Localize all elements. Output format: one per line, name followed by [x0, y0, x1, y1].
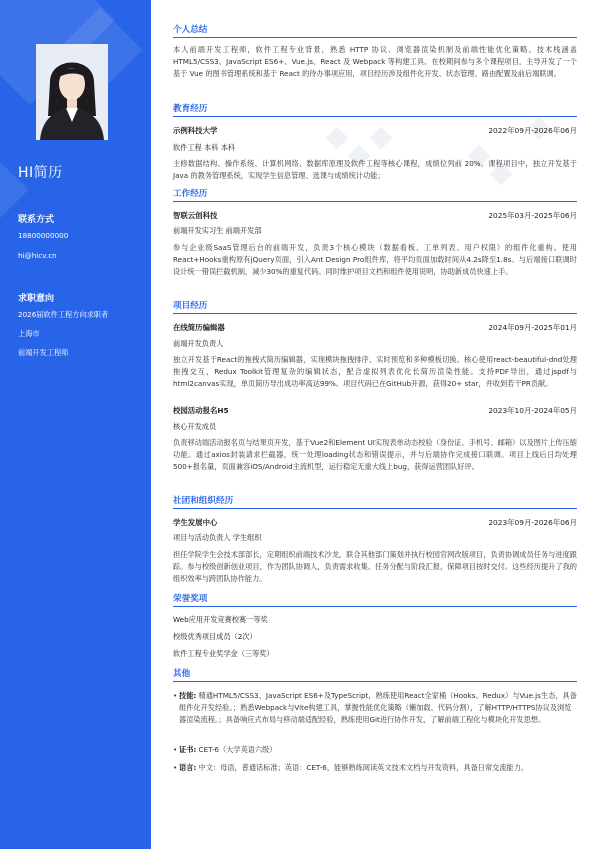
bullet-icon: •: [173, 691, 178, 700]
other-item-text: CET-6（大学英语六级）: [198, 745, 277, 754]
entry-organization: 在线简历编辑器: [173, 323, 225, 332]
entry-header: [173, 210, 577, 222]
entry-header: [173, 517, 577, 529]
entry-organization: 学生发展中心: [173, 518, 218, 527]
entry-header: [173, 125, 577, 137]
entry-role: 前端开发负责人: [173, 339, 224, 348]
contact-heading: 联系方式: [18, 215, 55, 225]
entry-date: 2022年09月-2026年06月: [488, 126, 577, 135]
entry-role: 前端开发实习生 前端开发部: [173, 226, 262, 235]
other-item-label: 技能:: [179, 691, 197, 700]
bullet-icon: •: [173, 763, 178, 772]
entry-role: 项目与活动负责人 学生组织: [173, 533, 262, 542]
award-item: 校级优秀项目成员（2次）: [173, 632, 257, 641]
entry-role: 核心开发成员: [173, 422, 217, 431]
section-title: 项目经历: [173, 300, 577, 314]
entry-date: 2023年10月-2024年05月: [488, 406, 577, 415]
entry-description: 主修数据结构、操作系统、计算机网络、数据库原理及软件工程等核心课程，成绩位列前 20%。课程项目中，独立开发基于 Java 的教务管理系统，实现学生信息管理、选课与成绩统计功能；: [173, 159, 577, 180]
other-item-text: 中文：母语，普通话标准；英语：CET-6，能够熟练阅读英文技术文档与开发资料，具备日常交流能力。: [198, 763, 529, 772]
other-item: [173, 762, 577, 774]
entry-organization: 智联云创科技: [173, 211, 218, 220]
entry-description: 参与企业级SaaS管理后台的前端开发，负责3个核心模块（数据看板、工单列表、用户权限）的组件化重构。使用React+Hooks重构原有jQuery页面，引入Ant Design Pro组件库，将平均页面加载时间从4.2s降至1.8s。与后端接口联调时设计统一错误拦截机制，减少30%的重复代码。同时维护项目文档和组件使用说明，协助新成员快速上手。: [173, 243, 577, 276]
entry-organization: 校园活动报名H5: [173, 406, 229, 415]
other-item-label: 证书:: [179, 745, 197, 754]
section-title: 工作经历: [173, 188, 577, 202]
main-content: [151, 0, 600, 849]
section-title: 个人总结: [173, 24, 577, 38]
bullet-icon: •: [173, 745, 178, 754]
summary-text: 本人前端开发工程师，软件工程专业背景，熟悉 HTTP 协议、浏览器渲染机制及前端性能优化策略。技术栈涵盖 HTML5/CSS3、JavaScript ES6+、Vue.js、React 及 Webpack 等构建工具。在校期间参与多个课程项目，主导开发了一个基于 Vue 的图书管理系统和基于 React 的待办事项应用，项目经历涉及组件化开发、状态管理、路由配置及前后端联调。: [173, 45, 577, 78]
entry-description: 负责移动端活动报名页与结果页开发，基于Vue2和Element UI实现表单动态校验（身份证、手机号、邮箱）以及图片上传压缩功能。通过axios封装请求拦截器，统一处理loading状态和错误提示，并与后端协作完成接口联调。项目上线后日均处理500+报名量，页面兼容iOS/Android主流机型，运行稳定无重大线上bug，获得运营团队好评。: [173, 438, 577, 471]
entry-date: 2024年09月-2025年01月: [488, 323, 577, 332]
sidebar: [0, 0, 151, 849]
award-item: Web应用开发竞赛校赛一等奖: [173, 615, 268, 624]
intent-item: 上海市: [18, 329, 40, 338]
section-title: 荣誉奖项: [173, 593, 577, 607]
entry-role: 软件工程 本科 本科: [173, 143, 236, 152]
avatar: [36, 44, 108, 140]
candidate-name: HI简历: [18, 165, 63, 181]
email-address: hi@hicv.cn: [18, 251, 57, 260]
other-item: [173, 744, 577, 756]
entry-date: 2023年09月-2026年06月: [488, 518, 577, 527]
entry-date: 2025年03月-2025年06月: [488, 211, 577, 220]
award-item: 软件工程专业奖学金（三等奖）: [173, 649, 274, 658]
intent-heading: 求职意向: [18, 294, 55, 304]
entry-header: [173, 405, 577, 417]
intent-item: 前端开发工程师: [18, 348, 69, 357]
entry-header: [173, 322, 577, 334]
avatar-portrait-icon: [36, 44, 108, 140]
section-title: 教育经历: [173, 103, 577, 117]
section-title: 其他: [173, 668, 577, 682]
other-item: [173, 690, 577, 725]
other-item-text: 精通HTML5/CSS3、JavaScript ES6+及TypeScript，熟练使用React全家桶（Hooks、Redux）与Vue.js生态，具备组件化开发经验。；熟悉Webpack与Vite构建工具，掌握性能优化策略（懒加载、代码分割），了解HTTP/HTTPS协议及浏览器渲染流程。；具备响应式布局与移动端适配经验，熟练使用Git进行协作开发，了解前端工程化与模块化开发思想。: [179, 691, 577, 724]
other-item-label: 语言:: [179, 763, 197, 772]
phone-number: 18800000000: [18, 231, 69, 240]
entry-organization: 示例科技大学: [173, 126, 218, 135]
section-title: 社团和组织经历: [173, 495, 577, 509]
entry-description: 独立开发基于React的拖拽式简历编辑器，实现模块拖拽排序、实时预览和多种模板切换。核心使用react-beautiful-dnd处理拖拽交互，Redux Toolkit管理复杂的编辑状态，配合虚拟列表优化长简历渲染性能。支持PDF导出，通过jspdf与html2canvas实现，单页简历导出成功率高达99%。项目代码已在GitHub开源，获得20+ star，并收到若干PR贡献。: [173, 355, 577, 388]
intent-item: 2026届软件工程方向求职者: [18, 310, 109, 319]
entry-description: 担任学院学生会技术部部长，定期组织前端技术沙龙，联合其他部门策划并执行校园官网改版项目，负责协调成员任务与进度跟踪。参与校级创新创业项目，作为团队协调人，负责需求收集、任务分配与阶段汇报，保障项目按时交付。这些经历提升了我的组织效率与跨团队协作能力。: [173, 550, 577, 583]
